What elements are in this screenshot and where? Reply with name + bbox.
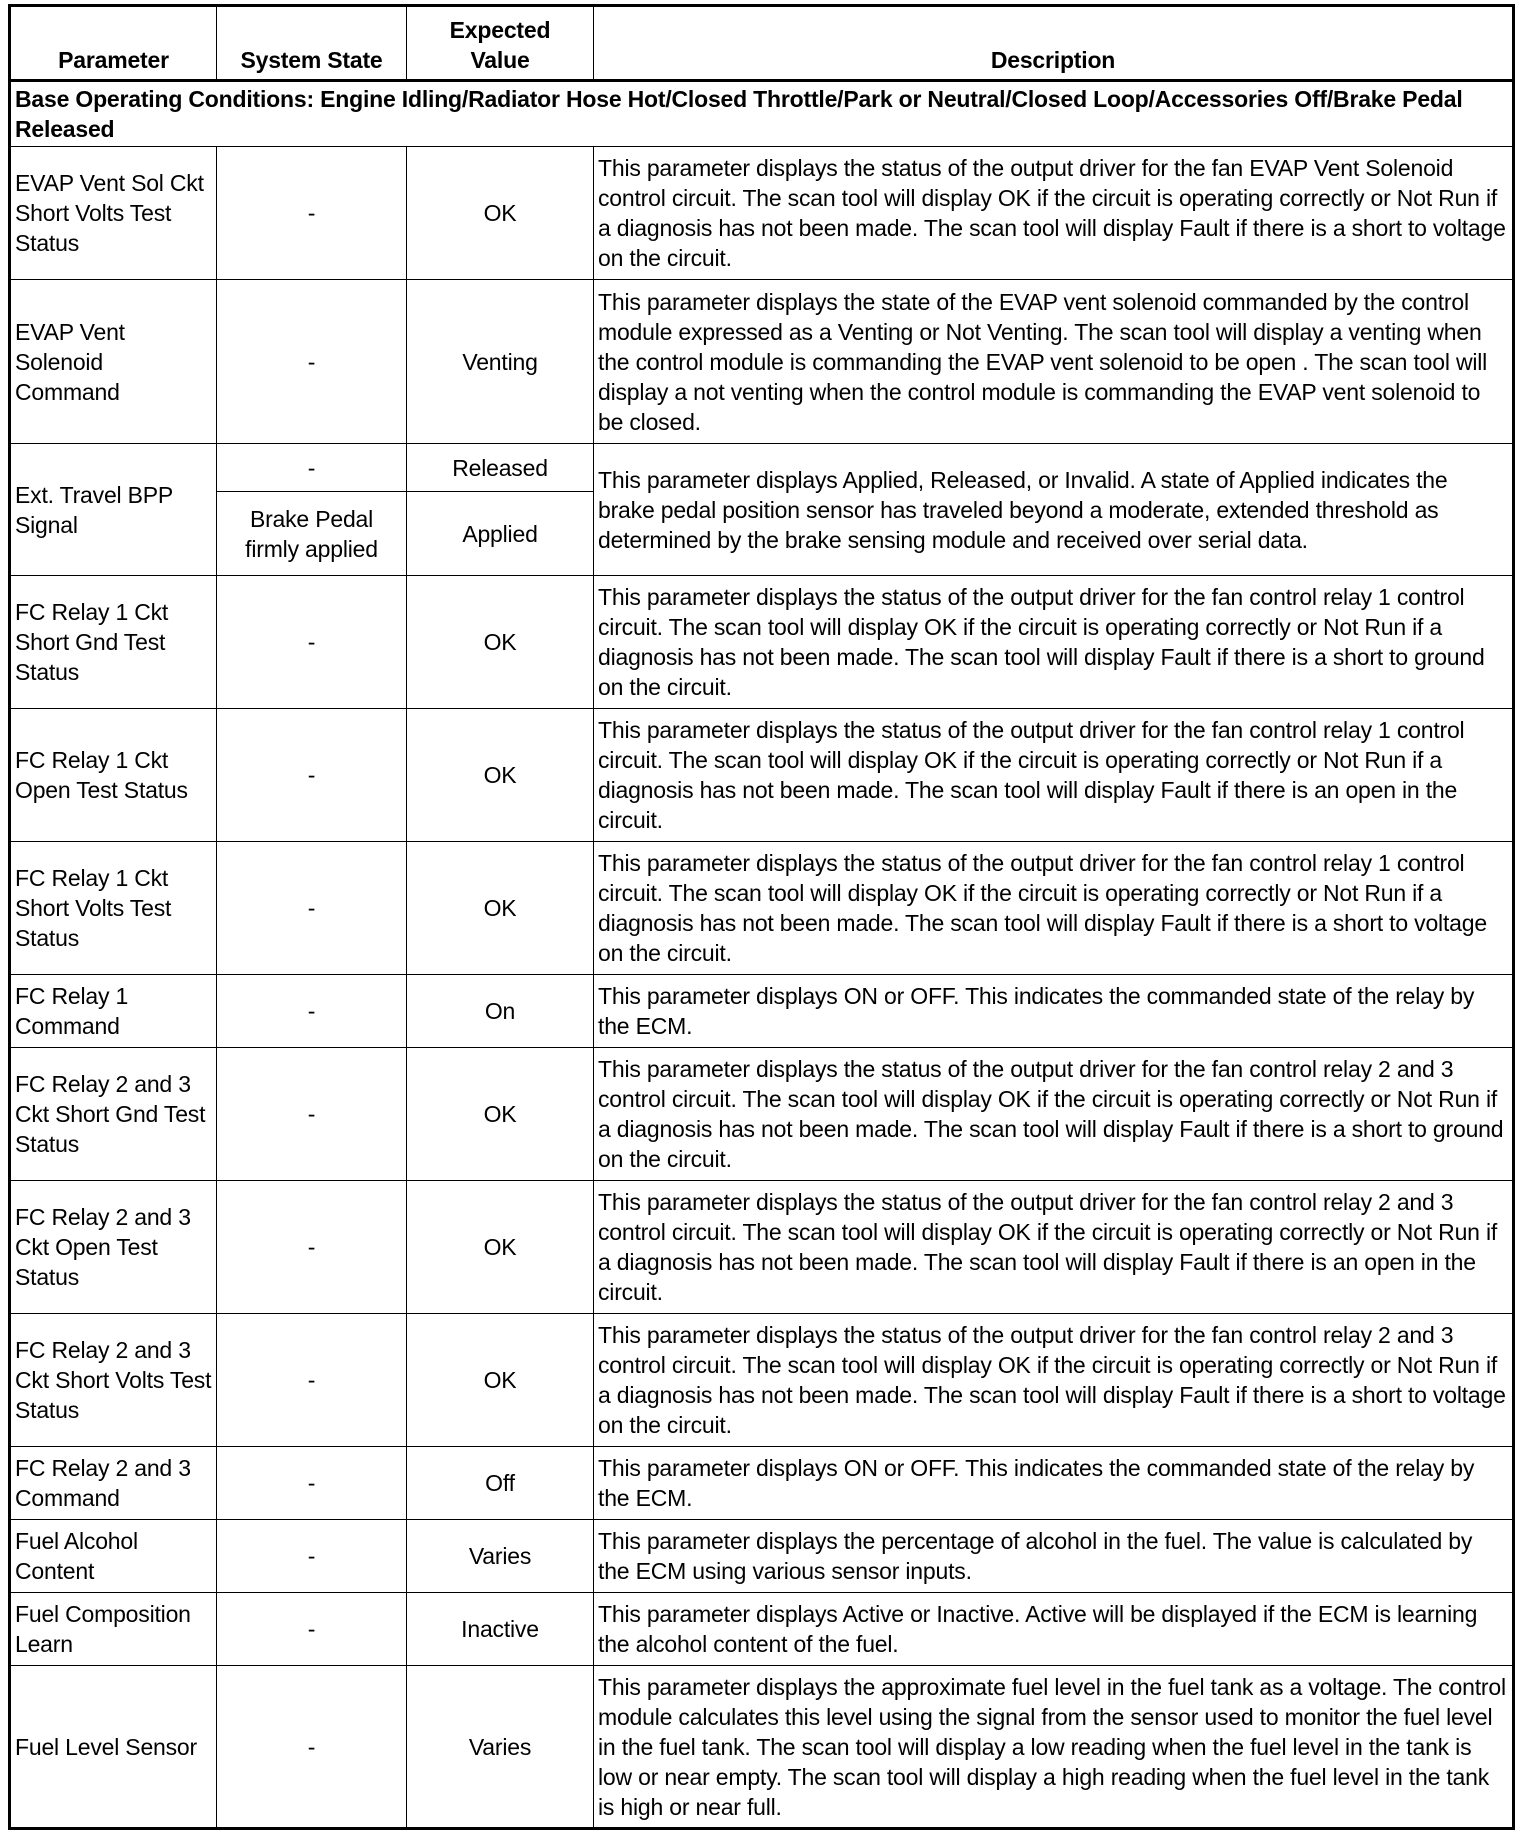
- table-row: [10, 576, 1514, 709]
- table-row: [10, 1666, 1514, 1829]
- expected-value-cell: Applied: [407, 492, 594, 576]
- table-row: [10, 280, 1514, 444]
- parameter-cell: FC Relay 1 Ckt Short Gnd Test Status: [10, 576, 217, 709]
- expected-value-cell: OK: [407, 1048, 594, 1181]
- expected-value-cell: OK: [407, 147, 594, 280]
- table-row: [10, 1181, 1514, 1314]
- table-row: [10, 1520, 1514, 1593]
- system-state-cell: -: [217, 1447, 407, 1520]
- description-cell: This parameter displays the state of the EVAP vent solenoid commanded by the control module expressed as a Venting or Not Venting. The scan tool will display a venting when the control module is commanding the EVAP vent solenoid to be open . The scan tool will display a not venting when the control module is commanding the EVAP vent solenoid to be closed.: [594, 280, 1514, 444]
- system-state-cell: -: [217, 1048, 407, 1181]
- expected-value-cell: On: [407, 975, 594, 1048]
- expected-value-cell: OK: [407, 576, 594, 709]
- table-row: [10, 1447, 1514, 1520]
- parameter-cell: Fuel Composition Learn: [10, 1593, 217, 1666]
- header-description: Description: [594, 6, 1514, 81]
- system-state-cell: -: [217, 709, 407, 842]
- description-cell: This parameter displays the status of the output driver for the fan control relay 1 control circuit. The scan tool will display OK if the circuit is operating correctly or Not Run if a diagnosis has not been made. The scan tool will display Fault if there is an open in the circuit.: [594, 709, 1514, 842]
- expected-value-cell: Varies: [407, 1520, 594, 1593]
- expected-value-cell: OK: [407, 709, 594, 842]
- parameter-cell: FC Relay 2 and 3 Ckt Short Gnd Test Status: [10, 1048, 217, 1181]
- system-state-cell: -: [217, 1181, 407, 1314]
- system-state-cell: -: [217, 1666, 407, 1829]
- parameter-cell: Fuel Alcohol Content: [10, 1520, 217, 1593]
- base-conditions-row: [10, 81, 1514, 147]
- parameter-cell: EVAP Vent Sol Ckt Short Volts Test Status: [10, 147, 217, 280]
- table-row: [10, 975, 1514, 1048]
- description-cell: This parameter displays the status of the output driver for the fan control relay 2 and 3 control circuit. The scan tool will display OK if the circuit is operating correctly or Not Run if a diagnosis has not been made. The scan tool will display Fault if there is a short to voltage on the circuit.: [594, 1314, 1514, 1447]
- expected-value-cell: Off: [407, 1447, 594, 1520]
- header-expected-value: Expected Value: [407, 6, 594, 81]
- system-state-cell: -: [217, 1593, 407, 1666]
- parameter-cell: Fuel Level Sensor: [10, 1666, 217, 1829]
- parameter-cell: EVAP Vent Solenoid Command: [10, 280, 217, 444]
- system-state-cell: -: [217, 147, 407, 280]
- system-state-cell: -: [217, 280, 407, 444]
- description-cell: This parameter displays ON or OFF. This indicates the commanded state of the relay by the ECM.: [594, 1447, 1514, 1520]
- parameter-cell: FC Relay 1 Ckt Short Volts Test Status: [10, 842, 217, 975]
- description-cell: This parameter displays the status of the output driver for the fan control relay 2 and 3 control circuit. The scan tool will display OK if the circuit is operating correctly or Not Run if a diagnosis has not been made. The scan tool will display Fault if there is an open in the circuit.: [594, 1181, 1514, 1314]
- parameter-cell: FC Relay 2 and 3 Command: [10, 1447, 217, 1520]
- header-row: [10, 6, 1514, 81]
- description-cell: This parameter displays the status of the output driver for the fan control relay 2 and 3 control circuit. The scan tool will display OK if the circuit is operating correctly or Not Run if a diagnosis has not been made. The scan tool will display Fault if there is a short to ground on the circuit.: [594, 1048, 1514, 1181]
- expected-value-cell: Venting: [407, 280, 594, 444]
- header-system-state: System State: [217, 6, 407, 81]
- system-state-cell: Brake Pedal firmly applied: [217, 492, 407, 576]
- description-cell: This parameter displays the percentage of alcohol in the fuel. The value is calculated by the ECM using various sensor inputs.: [594, 1520, 1514, 1593]
- parameter-cell: FC Relay 1 Ckt Open Test Status: [10, 709, 217, 842]
- description-cell: This parameter displays ON or OFF. This indicates the commanded state of the relay by the ECM.: [594, 975, 1514, 1048]
- system-state-cell: -: [217, 1520, 407, 1593]
- system-state-cell: -: [217, 975, 407, 1048]
- parameter-table: [8, 4, 1515, 1830]
- system-state-cell: -: [217, 576, 407, 709]
- table-row: [10, 147, 1514, 280]
- table-row: [10, 709, 1514, 842]
- description-cell: This parameter displays the status of the output driver for the fan EVAP Vent Solenoid control circuit. The scan tool will display OK if the circuit is operating correctly or Not Run if a diagnosis has not been made. The scan tool will display Fault if there is a short to voltage on the circuit.: [594, 147, 1514, 280]
- expected-value-cell: Inactive: [407, 1593, 594, 1666]
- table-row: [10, 842, 1514, 975]
- parameter-cell: FC Relay 2 and 3 Ckt Open Test Status: [10, 1181, 217, 1314]
- table-row: [10, 1048, 1514, 1181]
- system-state-cell: -: [217, 842, 407, 975]
- expected-value-cell: OK: [407, 842, 594, 975]
- description-cell: This parameter displays Active or Inactive. Active will be displayed if the ECM is learning the alcohol content of the fuel.: [594, 1593, 1514, 1666]
- table-row: [10, 1314, 1514, 1447]
- parameter-cell: Ext. Travel BPP Signal: [10, 444, 217, 576]
- description-cell: This parameter displays the status of the output driver for the fan control relay 1 control circuit. The scan tool will display OK if the circuit is operating correctly or Not Run if a diagnosis has not been made. The scan tool will display Fault if there is a short to ground on the circuit.: [594, 576, 1514, 709]
- expected-value-cell: Varies: [407, 1666, 594, 1829]
- system-state-cell: -: [217, 444, 407, 492]
- expected-value-cell: Released: [407, 444, 594, 492]
- header-parameter: Parameter: [10, 6, 217, 81]
- description-cell: This parameter displays the status of the output driver for the fan control relay 1 control circuit. The scan tool will display OK if the circuit is operating correctly or Not Run if a diagnosis has not been made. The scan tool will display Fault if there is a short to voltage on the circuit.: [594, 842, 1514, 975]
- expected-value-cell: OK: [407, 1181, 594, 1314]
- description-cell: This parameter displays Applied, Released, or Invalid. A state of Applied indicates the brake pedal position sensor has traveled beyond a moderate, extended threshold as determined by the brake sensing module and received over serial data.: [594, 444, 1514, 576]
- base-conditions: Base Operating Conditions: Engine Idling/Radiator Hose Hot/Closed Throttle/Park or Neutral/Closed Loop/Accessories Off/Brake Pedal Released: [10, 81, 1514, 147]
- description-cell: This parameter displays the approximate fuel level in the fuel tank as a voltage. The control module calculates this level using the signal from the sensor used to monitor the fuel level in the fuel tank. The scan tool will display a low reading when the fuel level in the tank is low or near empty. The scan tool will display a high reading when the fuel level in the tank is high or near full.: [594, 1666, 1514, 1829]
- table-row: [10, 1593, 1514, 1666]
- parameter-cell: FC Relay 2 and 3 Ckt Short Volts Test Status: [10, 1314, 217, 1447]
- system-state-cell: -: [217, 1314, 407, 1447]
- parameter-cell: FC Relay 1 Command: [10, 975, 217, 1048]
- expected-value-cell: OK: [407, 1314, 594, 1447]
- table-row: [10, 444, 1514, 492]
